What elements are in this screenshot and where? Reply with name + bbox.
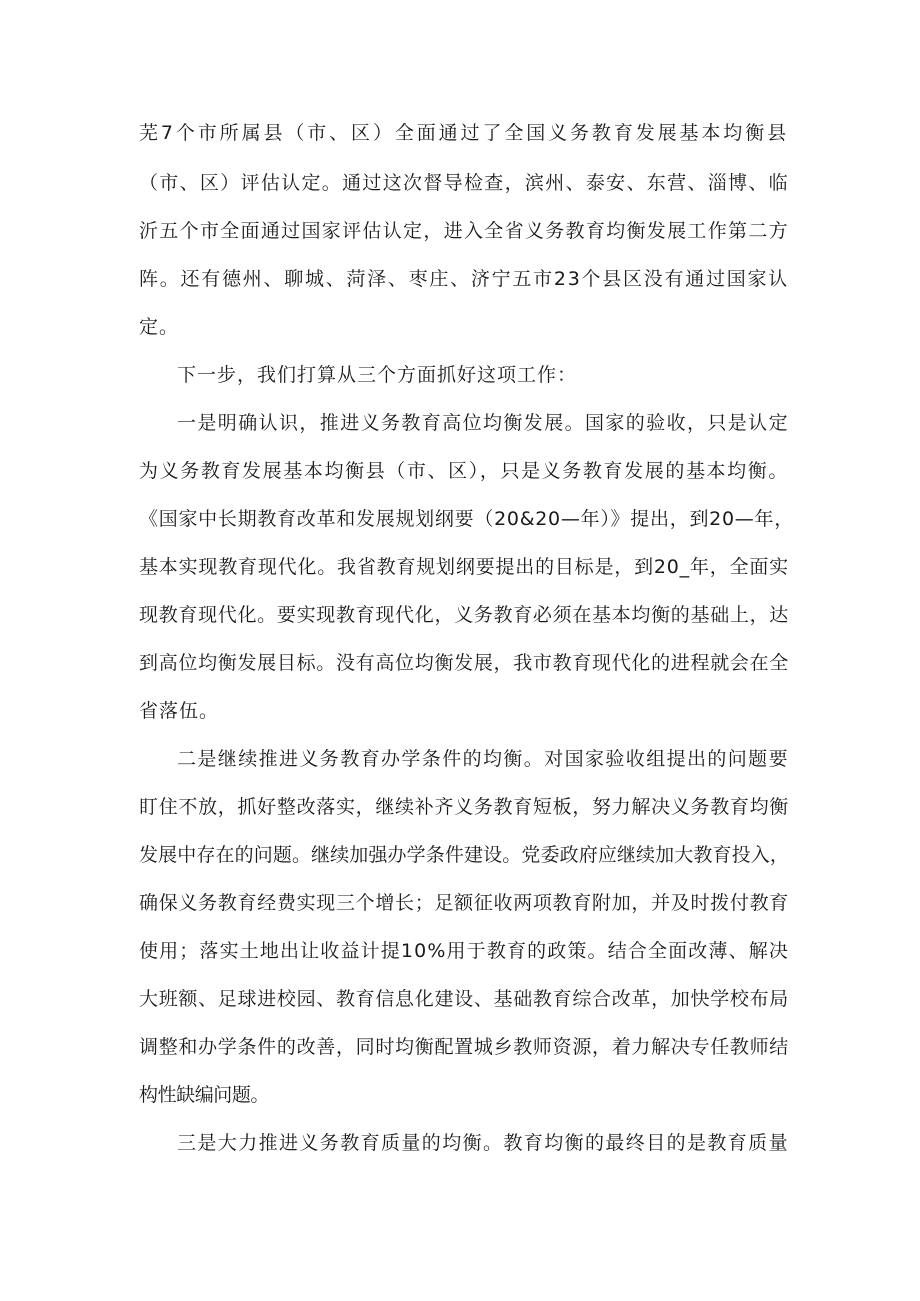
paragraph-start-line: 一是明确认识，推进义务教育高位均衡发展。国家的验收，只是认定 bbox=[177, 412, 789, 434]
text-line: 调整和办学条件的改善，同时均衡配置城乡教师资源，着力解决专任教师结 bbox=[139, 1036, 789, 1058]
paragraph-start-line: 二是继续推进义务教育办学条件的均衡。对国家验收组提出的问题要 bbox=[177, 748, 789, 770]
text-line: 大班额、足球进校园、教育信息化建设、基础教育综合改革，加快学校布局 bbox=[139, 988, 789, 1010]
text-line: 到高位均衡发展目标。没有高位均衡发展，我市教育现代化的进程就会在全 bbox=[139, 652, 789, 674]
text-line: 省落伍。 bbox=[139, 700, 219, 722]
text-line: 阵。还有德州、聊城、菏泽、枣庄、济宁五市23个县区没有通过国家认 bbox=[139, 268, 789, 290]
text-line: 基本实现教育现代化。我省教育规划纲要提出的目标是，到20_年，全面实 bbox=[139, 556, 789, 578]
text-line: 构性缺编问题。 bbox=[139, 1084, 269, 1106]
text-line: 《国家中长期教育改革和发展规划纲要（20&20—年）》提出，到20—年， bbox=[139, 508, 794, 530]
text-line: 确保义务教育经费实现三个增长；足额征收两项教育附加，并及时拨付教育 bbox=[139, 892, 789, 914]
text-line: 发展中存在的问题。继续加强办学条件建设。党委政府应继续加大教育投入， bbox=[139, 844, 789, 866]
text-line: 使用；落实土地出让收益计提10%用于教育的政策。结合全面改薄、解决 bbox=[139, 940, 789, 962]
paragraph-start-line: 下一步，我们打算从三个方面抓好这项工作： bbox=[177, 364, 577, 386]
text-line: 芜7个市所属县（市、区）全面通过了全国义务教育发展基本均衡县 bbox=[139, 122, 789, 144]
text-line: 为义务教育发展基本均衡县（市、区），只是义务教育发展的基本均衡。 bbox=[139, 460, 789, 482]
text-line: （市、区）评估认定。通过这次督导检查，滨州、泰安、东营、淄博、临 bbox=[139, 172, 789, 194]
text-line: 沂五个市全面通过国家评估认定，进入全省义务教育均衡发展工作第二方 bbox=[139, 220, 789, 242]
text-line: 定。 bbox=[139, 316, 179, 338]
text-line: 盯住不放，抓好整改落实，继续补齐义务教育短板，努力解决义务教育均衡 bbox=[139, 796, 789, 818]
paragraph-start-line: 三是大力推进义务教育质量的均衡。教育均衡的最终目的是教育质量 bbox=[177, 1132, 789, 1154]
text-line: 现教育现代化。要实现教育现代化，义务教育必须在基本均衡的基础上，达 bbox=[139, 604, 789, 626]
